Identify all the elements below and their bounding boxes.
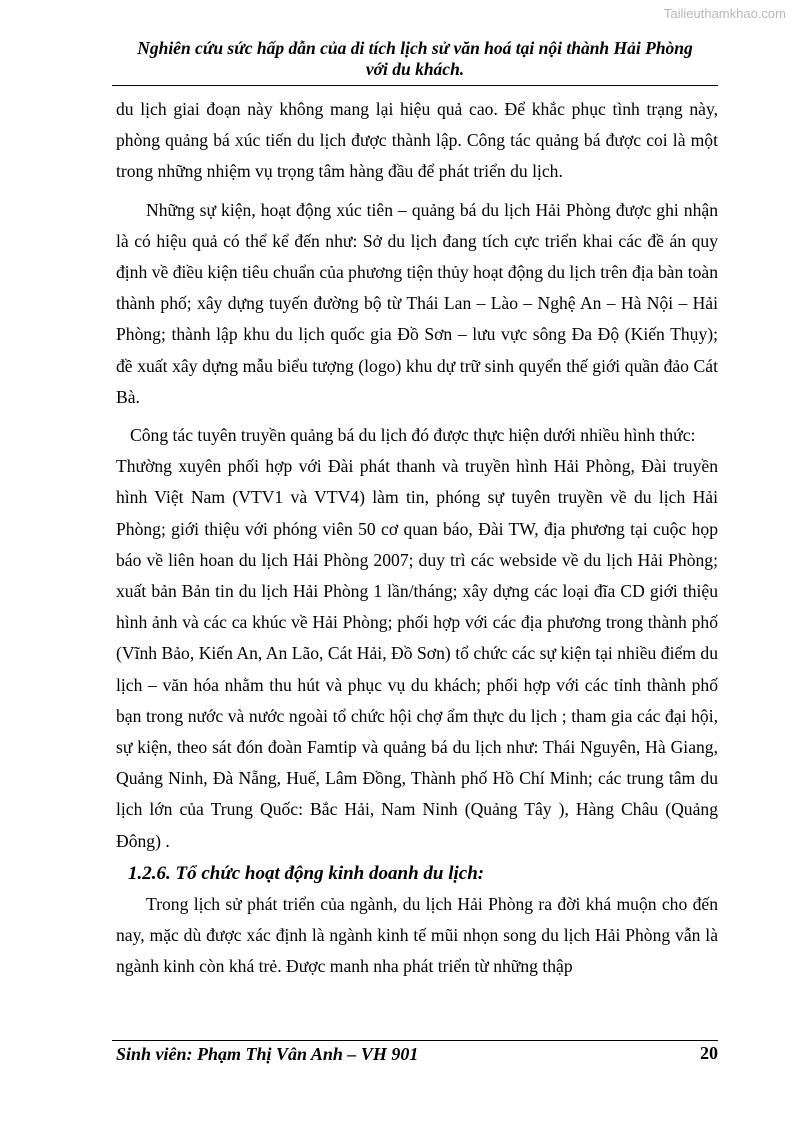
section-heading: 1.2.6. Tổ chức hoạt động kinh doanh du lịch:: [128, 862, 485, 884]
footer-divider: [112, 1040, 718, 1041]
paragraph-4: Thường xuyên phối hợp với Đài phát thanh và truyền hình Hải Phòng, Đài truyền hình Việt Nam (VTV1 và VTV4) làm tin, phóng sự tuyên truyền về du lịch Hải Phòng; giới thiệu với phóng viên 50 cơ quan báo, Đài TW, địa phương tại cuộc họp báo về liên hoan du lịch Hải Phòng 2007; duy trì các webside về du lịch Hải Phòng; xuất bản Bản tin du lịch Hải Phòng 1 lần/tháng; xây dựng các loại đĩa CD giới thiệu hình ảnh và các ca khúc về Hải Phòng; phối hợp với các địa phương trong thành phố (Vĩnh Bảo, Kiến An, An Lão, Cát Hải, Đồ Sơn) tổ chức các sự kiện tại nhiều điểm du lịch – văn hóa nhằm thu hút và phục vụ du khách; phối hợp với các tỉnh thành phố bạn trong nước và nước ngoài tổ chức hội chợ ẩm thực du lịch ; tham gia các đại hội, sự kiện, theo sát đón đoàn Famtip và quảng bá du lịch như: Thái Nguyên, Hà Giang, Quảng Ninh, Đà Nẵng, Huế, Lâm Đồng, Thành phố Hồ Chí Minh; các trung tâm du lịch lớn của Trung Quốc: Bắc Hải, Nam Ninh (Quảng Tây ), Hàng Châu (Quảng Đông) .: [116, 456, 718, 851]
paragraph-5: Trong lịch sử phát triển của ngành, du lịch Hải Phòng ra đời khá muộn cho đến nay, mặc dù được xác định là ngành kinh tế mũi nhọn song du lịch Hải Phòng vẫn là ngành kinh còn khá trẻ. Được manh nha phát triển từ những thập: [116, 893, 718, 977]
watermark: Tailieuthamkhao.com: [663, 6, 786, 21]
page-body: [116, 94, 718, 982]
header-divider: [112, 85, 718, 86]
paragraph-3: Công tác tuyên truyền quảng bá du lịch đó được thực hiện dưới nhiều hình thức:: [130, 425, 696, 446]
page-number: 20: [700, 1043, 718, 1063]
paragraph-2: Những sự kiện, hoạt động xúc tiên – quảng bá du lịch Hải Phòng được ghi nhận là có hiệu quả có thể kể đến như: Sở du lịch đang tích cực triển khai các đề án quy định về điều kiện tiêu chuẩn của phương tiện thủy hoạt động du lịch trên địa bàn toàn thành phố; xây dựng tuyến đường bộ từ Thái Lan – Lào – Nghệ An – Hà Nội – Hải Phòng; thành lập khu du lịch quốc gia Đồ Sơn – lưu vực sông Đa Độ (Kiến Thụy); đề xuất xây dựng mẫu biểu tượng (logo) khu dự trữ sinh quyển thế giới quần đảo Cát Bà.: [116, 199, 718, 407]
header-title-line1: Nghiên cứu sức hấp dẫn của di tích lịch sử văn hoá tại nội thành Hải Phòng: [137, 38, 693, 58]
page-header: [108, 38, 722, 80]
page-footer: [116, 1042, 718, 1066]
footer-student: Sinh viên: Phạm Thị Vân Anh – VH 901: [116, 1044, 419, 1064]
header-title-line2: với du khách.: [365, 59, 465, 79]
paragraph-1: du lịch giai đoạn này không mang lại hiệu quả cao. Để khắc phục tình trạng này, phòng quảng bá xúc tiến du lịch được thành lập. Công tác quảng bá được coi là một trong những nhiệm vụ trọng tâm hàng đầu để phát triển du lịch.: [116, 99, 718, 182]
